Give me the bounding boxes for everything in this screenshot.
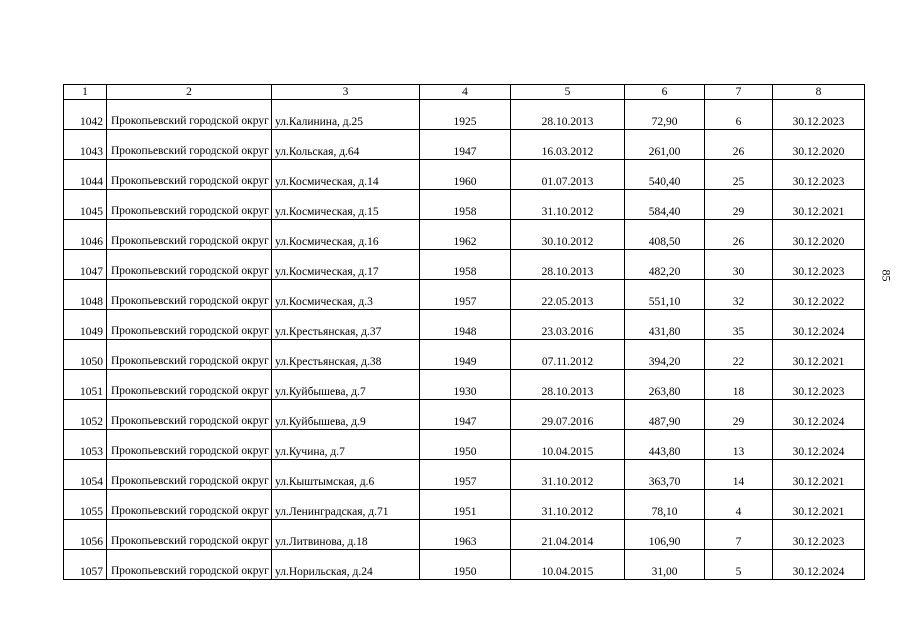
- cell-area: 72,90: [625, 100, 705, 130]
- cell-region: Прокопьевский городской округ: [107, 340, 272, 370]
- cell-count: 13: [705, 430, 773, 460]
- cell-region: Прокопьевский городской округ: [107, 430, 272, 460]
- table-row: [64, 310, 865, 340]
- cell-year: 1951: [420, 490, 511, 520]
- cell-area: 78,10: [625, 490, 705, 520]
- cell-region: Прокопьевский городской округ: [107, 280, 272, 310]
- header-col-6: 6: [625, 85, 705, 100]
- header-row: [64, 85, 865, 100]
- table-row: [64, 370, 865, 400]
- cell-date: 31.10.2012: [511, 460, 625, 490]
- cell-date: 30.10.2012: [511, 220, 625, 250]
- cell-area: 584,40: [625, 190, 705, 220]
- cell-number: 1050: [64, 340, 107, 370]
- cell-region: Прокопьевский городской округ: [107, 100, 272, 130]
- cell-number: 1051: [64, 370, 107, 400]
- cell-area: 551,10: [625, 280, 705, 310]
- page-number: 85: [879, 269, 894, 282]
- header-col-5: 5: [511, 85, 625, 100]
- cell-address: ул.Крестьянская, д.38: [272, 340, 420, 370]
- cell-area: 431,80: [625, 310, 705, 340]
- cell-region: Прокопьевский городской округ: [107, 310, 272, 340]
- cell-number: 1049: [64, 310, 107, 340]
- table-row: [64, 280, 865, 310]
- cell-deadline: 30.12.2022: [773, 280, 865, 310]
- cell-count: 7: [705, 520, 773, 550]
- cell-year: 1948: [420, 310, 511, 340]
- cell-year: 1925: [420, 100, 511, 130]
- cell-deadline: 30.12.2024: [773, 550, 865, 580]
- cell-region: Прокопьевский городской округ: [107, 160, 272, 190]
- cell-date: 28.10.2013: [511, 250, 625, 280]
- cell-area: 363,70: [625, 460, 705, 490]
- cell-address: ул.Калинина, д.25: [272, 100, 420, 130]
- table-row: [64, 490, 865, 520]
- cell-date: 10.04.2015: [511, 430, 625, 460]
- cell-year: 1958: [420, 190, 511, 220]
- cell-date: 01.07.2013: [511, 160, 625, 190]
- table-row: [64, 340, 865, 370]
- cell-address: ул.Космическая, д.3: [272, 280, 420, 310]
- cell-area: 408,50: [625, 220, 705, 250]
- cell-count: 32: [705, 280, 773, 310]
- header-col-4: 4: [420, 85, 511, 100]
- cell-number: 1046: [64, 220, 107, 250]
- cell-count: 26: [705, 130, 773, 160]
- cell-year: 1949: [420, 340, 511, 370]
- cell-count: 29: [705, 400, 773, 430]
- table-row: [64, 430, 865, 460]
- cell-address: ул.Космическая, д.16: [272, 220, 420, 250]
- cell-area: 394,20: [625, 340, 705, 370]
- cell-year: 1963: [420, 520, 511, 550]
- cell-address: ул.Космическая, д.14: [272, 160, 420, 190]
- cell-area: 487,90: [625, 400, 705, 430]
- cell-deadline: 30.12.2023: [773, 520, 865, 550]
- cell-date: 29.07.2016: [511, 400, 625, 430]
- table-row: [64, 160, 865, 190]
- cell-address: ул.Космическая, д.15: [272, 190, 420, 220]
- cell-number: 1043: [64, 130, 107, 160]
- cell-deadline: 30.12.2024: [773, 400, 865, 430]
- cell-deadline: 30.12.2024: [773, 430, 865, 460]
- cell-date: 31.10.2012: [511, 190, 625, 220]
- cell-area: 106,90: [625, 520, 705, 550]
- cell-date: 28.10.2013: [511, 370, 625, 400]
- cell-count: 5: [705, 550, 773, 580]
- cell-region: Прокопьевский городской округ: [107, 190, 272, 220]
- cell-area: 263,80: [625, 370, 705, 400]
- cell-number: 1055: [64, 490, 107, 520]
- cell-area: 261,00: [625, 130, 705, 160]
- cell-year: 1950: [420, 430, 511, 460]
- cell-count: 29: [705, 190, 773, 220]
- header-col-7: 7: [705, 85, 773, 100]
- cell-year: 1947: [420, 130, 511, 160]
- cell-deadline: 30.12.2021: [773, 460, 865, 490]
- cell-address: ул.Ленинградская, д.71: [272, 490, 420, 520]
- cell-number: 1048: [64, 280, 107, 310]
- table-row: [64, 190, 865, 220]
- header-col-8: 8: [773, 85, 865, 100]
- cell-region: Прокопьевский городской округ: [107, 250, 272, 280]
- cell-region: Прокопьевский городской округ: [107, 400, 272, 430]
- cell-number: 1044: [64, 160, 107, 190]
- cell-number: 1054: [64, 460, 107, 490]
- cell-year: 1960: [420, 160, 511, 190]
- cell-count: 35: [705, 310, 773, 340]
- cell-deadline: 30.12.2023: [773, 160, 865, 190]
- cell-year: 1957: [420, 460, 511, 490]
- cell-count: 30: [705, 250, 773, 280]
- cell-count: 18: [705, 370, 773, 400]
- cell-year: 1962: [420, 220, 511, 250]
- cell-count: 14: [705, 460, 773, 490]
- cell-date: 22.05.2013: [511, 280, 625, 310]
- cell-deadline: 30.12.2021: [773, 190, 865, 220]
- cell-number: 1056: [64, 520, 107, 550]
- cell-address: ул.Литвинова, д.18: [272, 520, 420, 550]
- cell-date: 28.10.2013: [511, 100, 625, 130]
- cell-deadline: 30.12.2021: [773, 490, 865, 520]
- cell-number: 1047: [64, 250, 107, 280]
- header-col-2: 2: [107, 85, 272, 100]
- cell-region: Прокопьевский городской округ: [107, 520, 272, 550]
- cell-number: 1045: [64, 190, 107, 220]
- table-body: [64, 100, 865, 580]
- cell-deadline: 30.12.2020: [773, 130, 865, 160]
- cell-region: Прокопьевский городской округ: [107, 130, 272, 160]
- cell-region: Прокопьевский городской округ: [107, 460, 272, 490]
- cell-year: 1930: [420, 370, 511, 400]
- cell-count: 6: [705, 100, 773, 130]
- cell-address: ул.Куйбышева, д.7: [272, 370, 420, 400]
- data-table: [63, 84, 865, 580]
- table-row: [64, 250, 865, 280]
- cell-date: 21.04.2014: [511, 520, 625, 550]
- table-row: [64, 550, 865, 580]
- cell-date: 16.03.2012: [511, 130, 625, 160]
- table-row: [64, 460, 865, 490]
- cell-count: 25: [705, 160, 773, 190]
- cell-deadline: 30.12.2021: [773, 340, 865, 370]
- cell-area: 443,80: [625, 430, 705, 460]
- cell-year: 1957: [420, 280, 511, 310]
- cell-area: 31,00: [625, 550, 705, 580]
- cell-region: Прокопьевский городской округ: [107, 490, 272, 520]
- cell-year: 1950: [420, 550, 511, 580]
- cell-deadline: 30.12.2023: [773, 100, 865, 130]
- header-col-1: 1: [64, 85, 107, 100]
- cell-address: ул.Космическая, д.17: [272, 250, 420, 280]
- cell-address: ул.Кольская, д.64: [272, 130, 420, 160]
- cell-count: 26: [705, 220, 773, 250]
- cell-date: 10.04.2015: [511, 550, 625, 580]
- cell-number: 1042: [64, 100, 107, 130]
- table-row: [64, 400, 865, 430]
- cell-year: 1958: [420, 250, 511, 280]
- cell-region: Прокопьевский городской округ: [107, 220, 272, 250]
- cell-date: 23.03.2016: [511, 310, 625, 340]
- table-row: [64, 130, 865, 160]
- cell-year: 1947: [420, 400, 511, 430]
- cell-count: 4: [705, 490, 773, 520]
- cell-deadline: 30.12.2020: [773, 220, 865, 250]
- table-row: [64, 100, 865, 130]
- cell-region: Прокопьевский городской округ: [107, 370, 272, 400]
- cell-count: 22: [705, 340, 773, 370]
- cell-number: 1053: [64, 430, 107, 460]
- table-row: [64, 520, 865, 550]
- cell-address: ул.Куйбышева, д.9: [272, 400, 420, 430]
- table-row: [64, 220, 865, 250]
- cell-address: ул.Кыштымская, д.6: [272, 460, 420, 490]
- cell-number: 1052: [64, 400, 107, 430]
- cell-deadline: 30.12.2023: [773, 250, 865, 280]
- cell-region: Прокопьевский городской округ: [107, 550, 272, 580]
- header-col-3: 3: [272, 85, 420, 100]
- cell-area: 540,40: [625, 160, 705, 190]
- cell-address: ул.Норильская, д.24: [272, 550, 420, 580]
- cell-deadline: 30.12.2023: [773, 370, 865, 400]
- cell-date: 07.11.2012: [511, 340, 625, 370]
- cell-number: 1057: [64, 550, 107, 580]
- cell-address: ул.Кучина, д.7: [272, 430, 420, 460]
- cell-date: 31.10.2012: [511, 490, 625, 520]
- cell-address: ул.Крестьянская, д.37: [272, 310, 420, 340]
- cell-area: 482,20: [625, 250, 705, 280]
- cell-deadline: 30.12.2024: [773, 310, 865, 340]
